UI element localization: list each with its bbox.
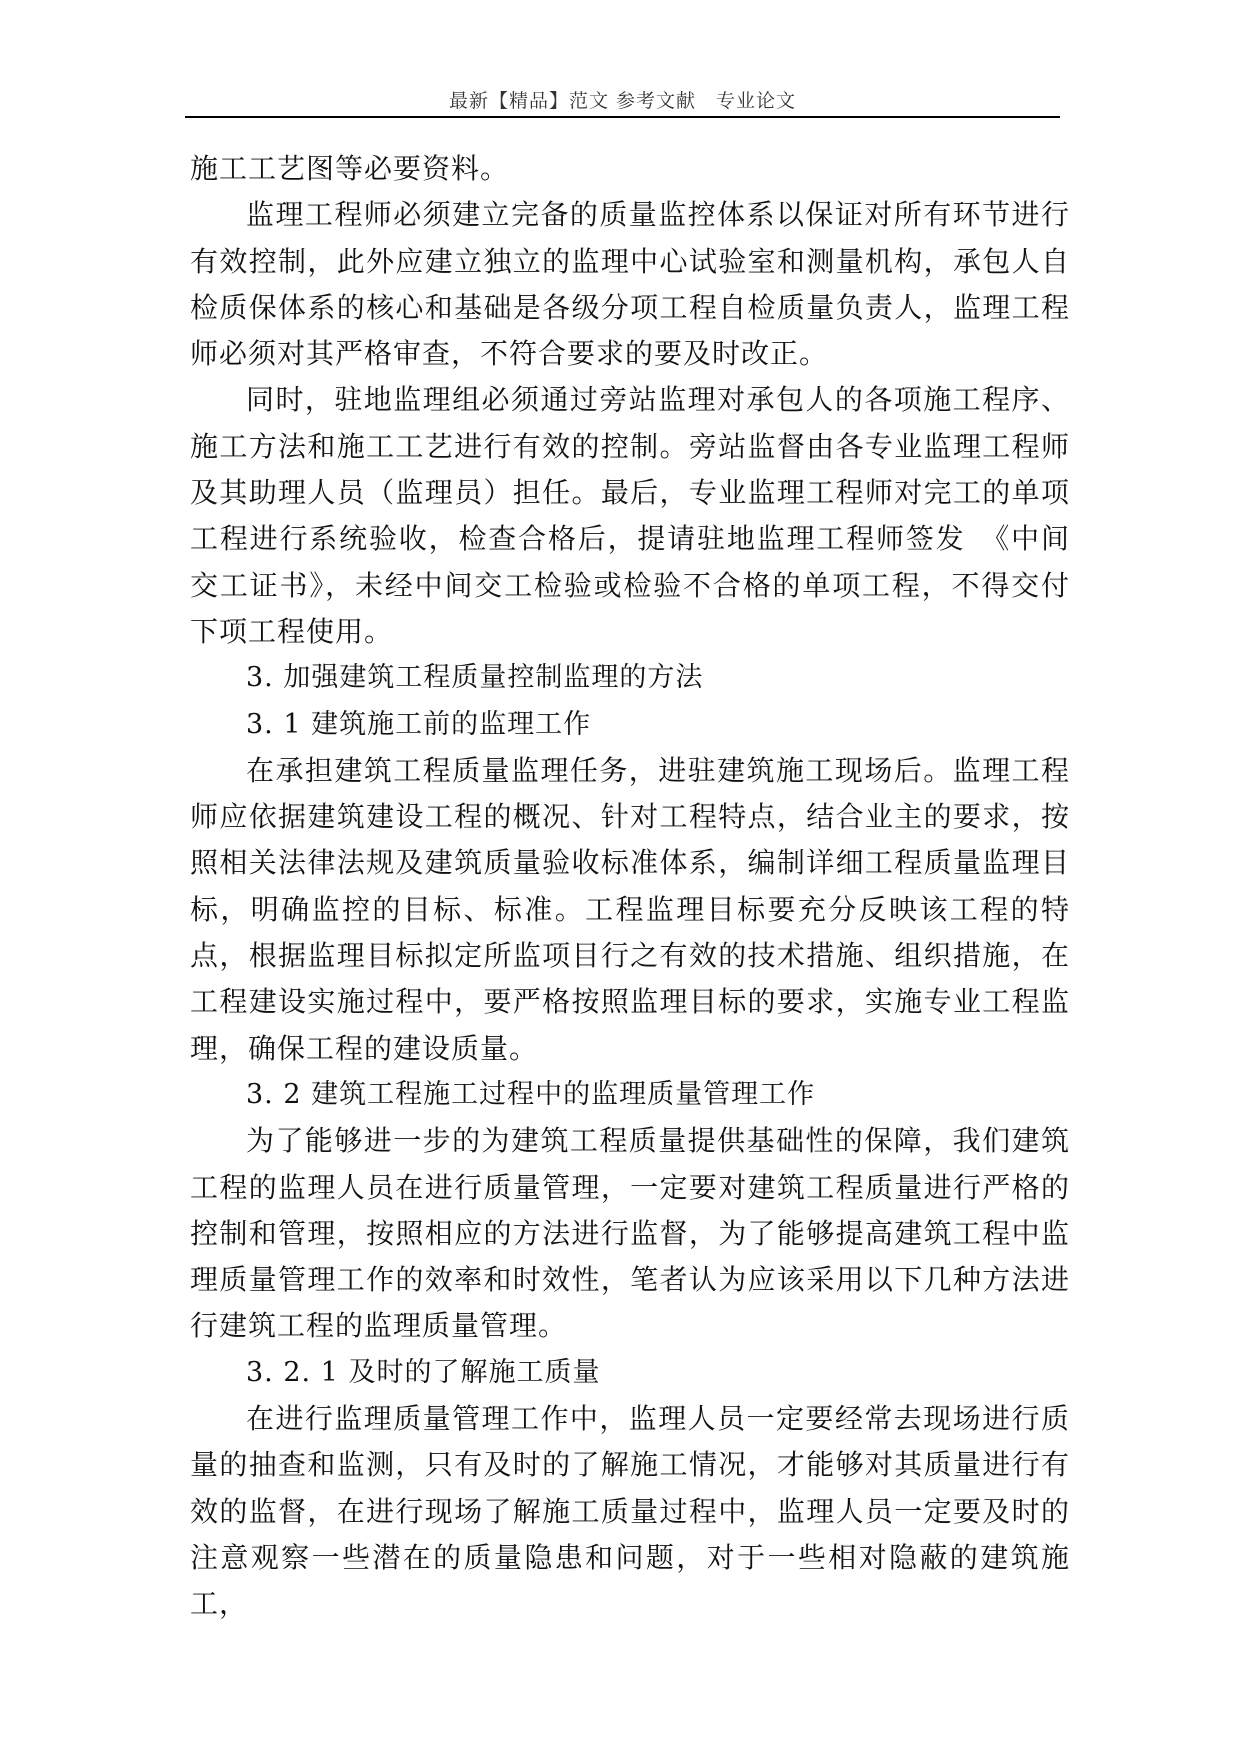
subsection-heading: 3. 2 建筑工程施工过程中的监理质量管理工作 — [246, 1078, 816, 1110]
paragraph: 在进行监理质量管理工作中，监理人员一定要经常去现场进行质量的抽查和监测，只有及时的了解施工情况，才能够对其质量进行有效的监督，在进行现场了解施工质量过程中，监理人员一定要及时的注意观察一些潜在的质量隐患和问题，对于一些相对隐蔽的建筑施工， — [190, 1402, 1070, 1621]
paragraph: 施工工艺图等必要资料。 — [190, 152, 510, 185]
subsection-heading: 3. 1 建筑施工前的监理工作 — [246, 708, 592, 740]
header-divider — [185, 116, 1060, 118]
page-header: 最新【精品】范文 参考文献 专业论文 — [448, 90, 797, 112]
paragraph: 在承担建筑工程质量监理任务，进驻建筑施工现场后。监理工程师应依据建筑建设工程的概况、针对工程特点，结合业主的要求，按照相关法律法规及建筑质量验收标准体系，编制详细工程质量监理目标，明确监控的目标、标准。工程监理目标要充分反映该工程的特点，根据监理目标拟定所监项目行之有效的技术措施、组织措施，在工程建设实施过程中，要严格按照监理目标的要求，实施专业工程监理，确保工程的建设质量。 — [190, 753, 1070, 1065]
paragraph: 监理工程师必须建立完备的质量监控体系以保证对所有环节进行有效控制，此外应建立独立的监理中心试验室和测量机构，承包人自检质保体系的核心和基础是各级分项工程自检质量负责人，监理工程师必须对其严格审查，不符合要求的要及时改正。 — [190, 198, 1070, 371]
document-body — [190, 146, 1070, 1628]
paragraph: 为了能够进一步的为建筑工程质量提供基础性的保障，我们建筑工程的监理人员在进行质量管理，一定要对建筑工程质量进行严格的控制和管理，按照相应的方法进行监督，为了能够提高建筑工程中监理质量管理工作的效率和时效性，笔者认为应该采用以下几种方法进行建筑工程的监理质量管理。 — [190, 1124, 1070, 1343]
subsubsection-heading: 3. 2. 1 及时的了解施工质量 — [246, 1356, 601, 1388]
section-heading: 3. 加强建筑工程质量控制监理的方法 — [246, 662, 704, 694]
paragraph: 同时，驻地监理组必须通过旁站监理对承包人的各项施工程序、施工方法和施工工艺进行有效的控制。旁站监督由各专业监理工程师及其助理人员（监理员）担任。最后，专业监理工程师对完工的单项工程进行系统验收，检查合格后，提请驻地监理工程师签发 《中间交工证书》，未经中间交工检验或检验不合格的单项工程，不得交付下项工程使用。 — [190, 383, 1070, 648]
